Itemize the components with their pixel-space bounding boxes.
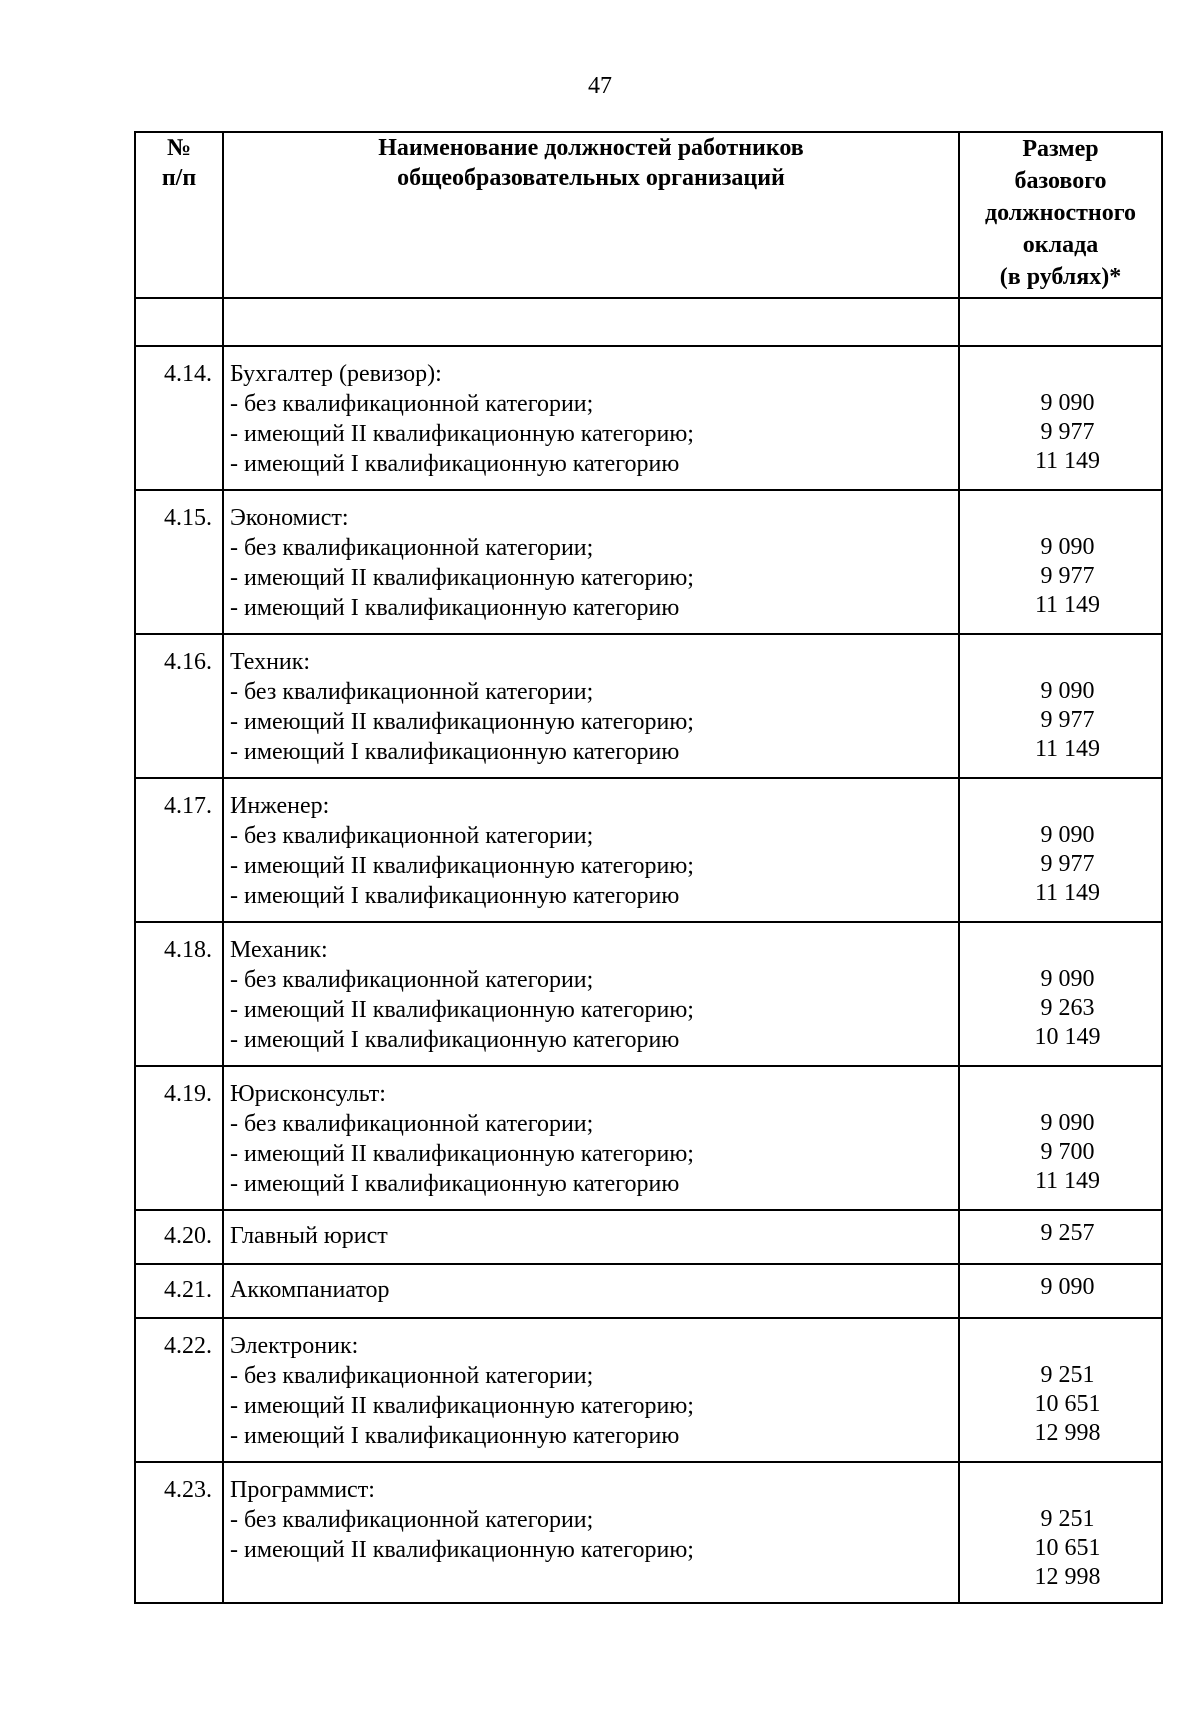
category-line: - имеющий II квалификационную категорию; [230, 997, 694, 1023]
category-line: - имеющий II квалификационную категорию; [230, 1537, 694, 1563]
position-title: Механик: [230, 937, 328, 963]
salary-cell [959, 1264, 1162, 1318]
header-salary-line: оклада [1022, 232, 1099, 258]
salary-cell [959, 1318, 1162, 1462]
category-line: - без квалификационной категории; [230, 823, 594, 849]
header-salary-line: Размер [1022, 136, 1099, 162]
salary-value: 10 651 [1034, 1391, 1101, 1417]
category-line: - без квалификационной категории; [230, 679, 594, 705]
row-number: 4.21. [135, 1264, 223, 1318]
category-line: - без квалификационной категории; [230, 535, 594, 561]
row-number: 4.19. [135, 1066, 223, 1210]
position-cell [223, 1462, 959, 1603]
salary-value: 9 090 [1040, 534, 1095, 560]
category-line: - имеющий I квалификационную категорию [230, 1171, 680, 1197]
salary-value: 9 977 [1040, 851, 1095, 877]
salary-value: 11 149 [1034, 736, 1101, 762]
position-cell [223, 1318, 959, 1462]
salary-value: 9 090 [1040, 1274, 1095, 1300]
header-base-salary [959, 132, 1162, 298]
row-number: 4.14. [135, 346, 223, 490]
salary-cell [959, 490, 1162, 634]
row-number: 4.17. [135, 778, 223, 922]
category-line: - имеющий II квалификационную категорию; [230, 1141, 694, 1167]
category-line: - без квалификационной категории; [230, 391, 594, 417]
position-title: Бухгалтер (ревизор): [230, 361, 442, 387]
header-salary-line: базового [1014, 168, 1107, 194]
category-line: - имеющий I квалификационную категорию [230, 595, 680, 621]
salary-value: 11 149 [1034, 448, 1101, 474]
position-title: Электроник: [230, 1333, 359, 1359]
salary-value: 9 700 [1040, 1139, 1095, 1165]
salary-value: 9 090 [1040, 822, 1095, 848]
table-row [135, 1462, 1162, 1603]
category-line: - без квалификационной категории; [230, 967, 594, 993]
salary-value: 9 977 [1040, 707, 1095, 733]
table-row [135, 922, 1162, 1066]
salary-cell [959, 1462, 1162, 1603]
salary-value: 9 257 [1040, 1220, 1095, 1246]
position-cell [223, 1264, 959, 1318]
category-line: - без квалификационной категории; [230, 1363, 594, 1389]
category-line: - имеющий II квалификационную категорию; [230, 1393, 694, 1419]
table-body [135, 346, 1162, 1603]
salary-value: 9 251 [1040, 1362, 1095, 1388]
header-number-line: п/п [161, 165, 197, 191]
salary-value: 9 263 [1040, 995, 1095, 1021]
header-number-line: № [166, 135, 192, 161]
table-row [135, 634, 1162, 778]
position-title: Техник: [230, 649, 311, 675]
category-line: - имеющий I квалификационную категорию [230, 1423, 680, 1449]
salary-cell [959, 346, 1162, 490]
spacer-cell [135, 298, 223, 346]
table-header-row [135, 132, 1162, 298]
position-cell [223, 922, 959, 1066]
row-number: 4.15. [135, 490, 223, 634]
header-name-line: общеобразовательных организаций [397, 165, 785, 191]
position-title: Экономист: [230, 505, 349, 531]
salary-cell [959, 634, 1162, 778]
position-title: Аккомпаниатор [230, 1277, 390, 1303]
category-line: - имеющий I квалификационную категорию [230, 451, 680, 477]
salary-value: 12 998 [1034, 1564, 1101, 1590]
position-title: Программист: [230, 1477, 375, 1503]
page-number: 47 [588, 73, 612, 99]
header-position-name [223, 132, 959, 298]
position-cell [223, 778, 959, 922]
salary-value: 9 251 [1040, 1506, 1095, 1532]
row-number: 4.22. [135, 1318, 223, 1462]
category-line: - имеющий II квалификационную категорию; [230, 709, 694, 735]
salary-value: 10 149 [1034, 1024, 1101, 1050]
category-line: - имеющий II квалификационную категорию; [230, 853, 694, 879]
category-line: - имеющий I квалификационную категорию [230, 739, 680, 765]
salary-value: 11 149 [1034, 1168, 1101, 1194]
position-title: Главный юрист [230, 1223, 388, 1249]
salary-value: 9 977 [1040, 419, 1095, 445]
table-row [135, 490, 1162, 634]
salary-table [134, 131, 1163, 1604]
salary-value: 11 149 [1034, 592, 1101, 618]
row-number: 4.18. [135, 922, 223, 1066]
position-title: Юрисконсульт: [230, 1081, 386, 1107]
row-number: 4.16. [135, 634, 223, 778]
salary-value: 12 998 [1034, 1420, 1101, 1446]
category-line: - без квалификационной категории; [230, 1507, 594, 1533]
position-cell [223, 1066, 959, 1210]
salary-value: 9 090 [1040, 390, 1095, 416]
spacer-cell [223, 298, 959, 346]
position-cell [223, 634, 959, 778]
salary-value: 9 090 [1040, 966, 1095, 992]
position-title: Инженер: [230, 793, 330, 819]
position-cell [223, 1210, 959, 1264]
position-cell [223, 346, 959, 490]
table-row [135, 1264, 1162, 1318]
category-line: - имеющий I квалификационную категорию [230, 1027, 680, 1053]
table-row [135, 346, 1162, 490]
table-row [135, 1318, 1162, 1462]
salary-cell [959, 778, 1162, 922]
header-spacer-row [135, 298, 1162, 346]
salary-value: 9 977 [1040, 563, 1095, 589]
header-salary-line: (в рублях)* [999, 264, 1122, 290]
spacer-cell [959, 298, 1162, 346]
header-name-line: Наименование должностей работников [378, 135, 804, 161]
row-number: 4.23. [135, 1462, 223, 1603]
category-line: - имеющий I квалификационную категорию [230, 883, 680, 909]
position-cell [223, 490, 959, 634]
header-salary-line: должностного [984, 200, 1137, 226]
table-row [135, 1066, 1162, 1210]
header-number [135, 132, 223, 298]
salary-cell [959, 922, 1162, 1066]
salary-cell [959, 1210, 1162, 1264]
salary-value: 11 149 [1034, 880, 1101, 906]
salary-value: 10 651 [1034, 1535, 1101, 1561]
salary-cell [959, 1066, 1162, 1210]
category-line: - имеющий II квалификационную категорию; [230, 565, 694, 591]
table-row [135, 778, 1162, 922]
row-number: 4.20. [135, 1210, 223, 1264]
salary-value: 9 090 [1040, 1110, 1095, 1136]
category-line: - имеющий II квалификационную категорию; [230, 421, 694, 447]
table-row [135, 1210, 1162, 1264]
category-line: - без квалификационной категории; [230, 1111, 594, 1137]
salary-value: 9 090 [1040, 678, 1095, 704]
